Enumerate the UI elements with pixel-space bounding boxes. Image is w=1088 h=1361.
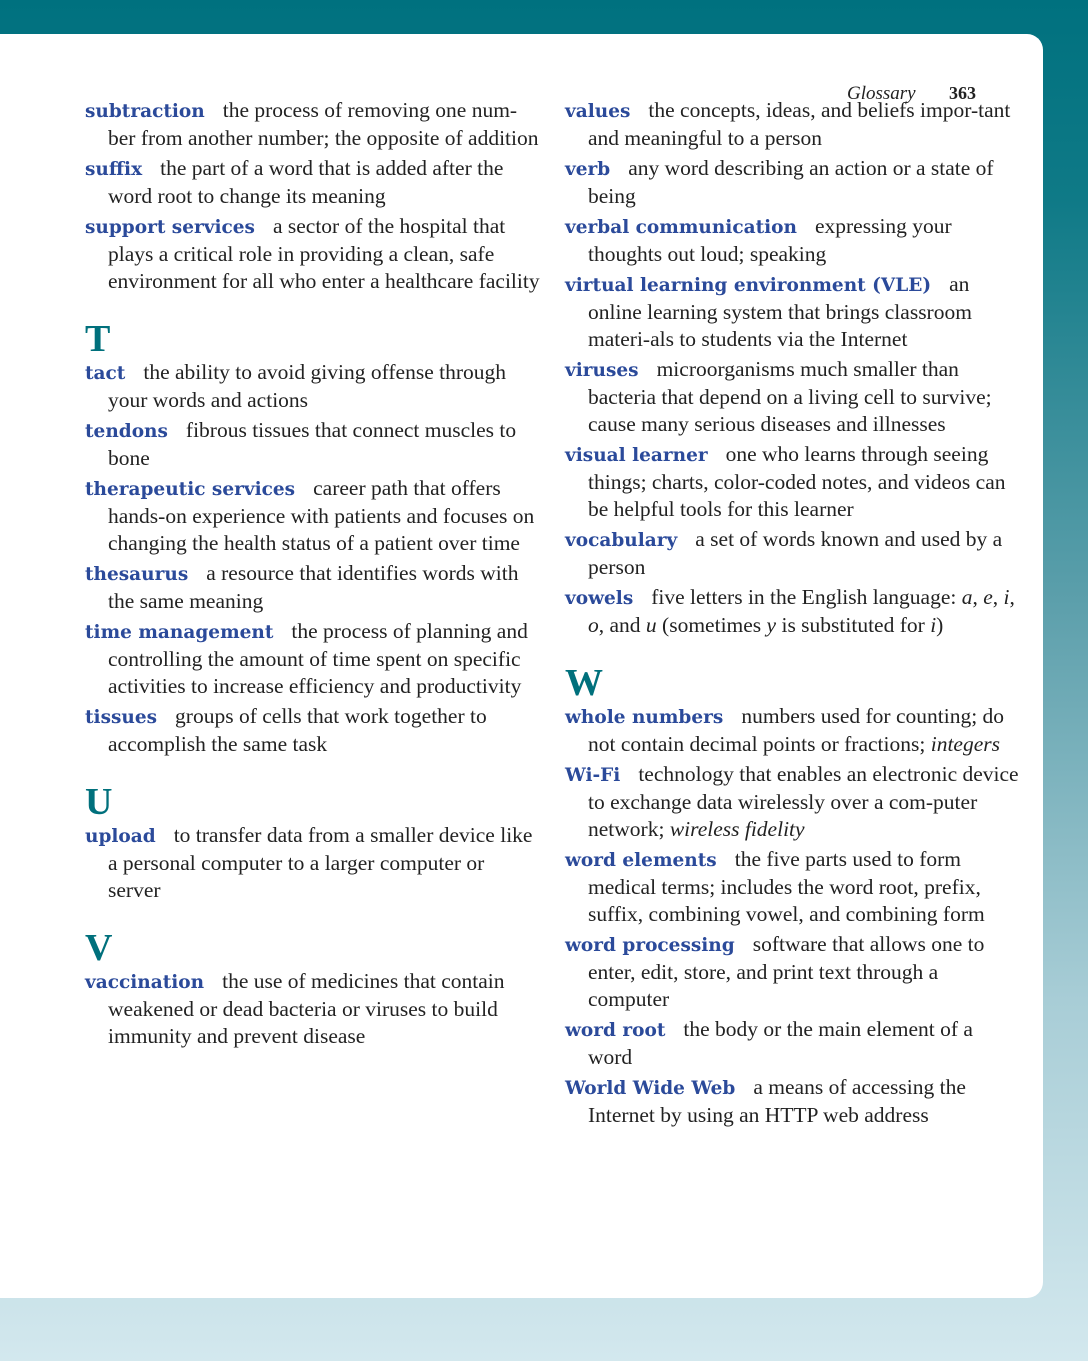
definition-text: technology that enables an electronic device to exchange data wirelessly over a com-puter network;	[588, 762, 1019, 841]
glossary-term: virtual learning environment (VLE)	[565, 275, 932, 296]
glossary-term: World Wide Web	[565, 1078, 736, 1099]
definition-text: ,	[1009, 585, 1015, 609]
definition-text: expressing your thoughts out loud; speaking	[588, 214, 952, 266]
glossary-term: tendons	[85, 421, 168, 442]
glossary-term: visual learner	[565, 445, 708, 466]
section-title: Glossary	[846, 83, 916, 104]
definition-text: an online learning system that brings classroom materi-als to students via the Internet	[588, 272, 972, 351]
definition-text: five letters in the English language:	[651, 585, 962, 609]
glossary-entry	[565, 97, 1020, 152]
definition-text: i	[1003, 585, 1010, 609]
glossary-entry	[565, 703, 1020, 758]
glossary-entry	[565, 584, 1020, 639]
glossary-term: vocabulary	[565, 530, 678, 551]
glossary-term: whole numbers	[565, 707, 724, 728]
glossary-term: support services	[85, 217, 255, 238]
glossary-entry	[85, 475, 540, 557]
definition-text: career path that offers hands-on experience with patients and focuses on changing the health status of a patient over time	[108, 476, 535, 555]
definition-text: a sector of the hospital that plays a critical role in providing a clean, safe environment for all who enter a healthcare facility	[108, 214, 540, 293]
definition-text: one who learns through seeing things; charts, color-coded notes, and videos can be helpful tools for this learner	[588, 442, 1006, 521]
letter-heading: V	[85, 927, 113, 969]
glossary-entry	[85, 359, 540, 414]
glossary-term: upload	[85, 826, 156, 847]
page-number: 363	[949, 83, 976, 103]
glossary-column-left	[85, 97, 540, 1053]
definition-text: the process of planning and controlling the amount of time spent on specific activities to increase efficiency and productivity	[108, 619, 528, 698]
definition-text: the use of medicines that contain weakened or dead bacteria or viruses to build immunity and prevent disease	[108, 969, 505, 1048]
glossary-entry	[85, 213, 540, 295]
definition-text: , and	[598, 613, 646, 637]
glossary-term: suffix	[85, 159, 143, 180]
glossary-column-right	[565, 97, 1020, 1132]
glossary-term: verbal communication	[565, 217, 797, 238]
glossary-term: word elements	[565, 850, 717, 871]
definition-text: a set of words known and used by a person	[588, 527, 1003, 579]
definition-text: y	[766, 613, 777, 637]
glossary-term: viruses	[565, 360, 639, 381]
glossary-term: time management	[85, 622, 274, 643]
definition-text: fibrous tissues that connect muscles to bone	[108, 418, 517, 470]
definition-text: wireless fidelity	[669, 817, 805, 841]
definition-text: a means of accessing the Internet by using an HTTP web address	[588, 1075, 966, 1127]
glossary-term: verb	[565, 159, 611, 180]
glossary-entry	[565, 441, 1020, 523]
definition-text: the body or the main element of a word	[588, 1017, 973, 1069]
glossary-entry	[85, 97, 540, 152]
glossary-term: therapeutic services	[85, 479, 296, 500]
definition-text: numbers used for counting; do not contain decimal points or fractions;	[588, 704, 1005, 756]
definition-text: groups of cells that work together to accomplish the same task	[108, 704, 487, 756]
definition-text: (sometimes	[656, 613, 767, 637]
glossary-entry	[565, 931, 1020, 1013]
glossary-term: tissues	[85, 707, 158, 728]
glossary-entry	[565, 526, 1020, 581]
glossary-entry	[85, 703, 540, 758]
definition-text: o	[588, 613, 599, 637]
glossary-entry	[565, 155, 1020, 210]
definition-text: to transfer data from a smaller device like a personal computer to a larger computer or server	[108, 823, 533, 902]
definition-text: integers	[930, 732, 1001, 756]
definition-text: the concepts, ideas, and beliefs impor-tant and meaningful to a person	[588, 98, 1011, 150]
definition-text: the process of removing one num-ber from another number; the opposite of addition	[108, 98, 539, 150]
glossary-entry	[565, 1074, 1020, 1129]
glossary-entry	[85, 560, 540, 615]
glossary-term: subtraction	[85, 101, 205, 122]
glossary-entry	[85, 417, 540, 472]
glossary-term: Wi-Fi	[565, 765, 621, 786]
glossary-entry	[565, 846, 1020, 928]
definition-text: microorganisms much smaller than bacteria that depend on a living cell to survive; cause many serious diseases and illnesses	[588, 357, 992, 436]
glossary-entry	[565, 761, 1020, 843]
glossary-entry	[565, 1016, 1020, 1071]
definition-text: a	[961, 585, 973, 609]
glossary-term: vaccination	[85, 972, 205, 993]
definition-text: software that allows one to enter, edit, store, and print text through a computer	[588, 932, 985, 1011]
definition-text: u	[645, 613, 657, 637]
definition-text: ,	[992, 585, 1004, 609]
definition-text: a resource that identifies words with the same meaning	[108, 561, 519, 613]
glossary-term: thesaurus	[85, 564, 189, 585]
glossary-term: tact	[85, 363, 126, 384]
letter-heading: W	[565, 662, 603, 704]
definition-text: is substituted for	[776, 613, 931, 637]
definition-text: )	[936, 613, 944, 637]
letter-heading: U	[85, 781, 113, 823]
glossary-term: word processing	[565, 935, 735, 956]
definition-text: i	[930, 613, 937, 637]
definition-text: any word describing an action or a state of being	[588, 156, 994, 208]
letter-heading: T	[85, 318, 111, 360]
definition-text: the five parts used to form medical terms; includes the word root, prefix, suffix, combining vowel, and combining form	[588, 847, 985, 926]
definition-text: e	[983, 585, 993, 609]
glossary-entry	[565, 213, 1020, 268]
glossary-entry	[565, 356, 1020, 438]
glossary-entry	[85, 822, 540, 904]
glossary-term: values	[565, 101, 631, 122]
glossary-entry	[85, 968, 540, 1050]
glossary-entry	[85, 155, 540, 210]
definition-text: ,	[972, 585, 984, 609]
glossary-entry	[85, 618, 540, 700]
definition-text: the part of a word that is added after the word root to change its meaning	[108, 156, 504, 208]
definition-text: the ability to avoid giving offense through your words and actions	[108, 360, 506, 412]
glossary-term: vowels	[565, 588, 634, 609]
glossary-entry	[565, 271, 1020, 353]
glossary-term: word root	[565, 1020, 666, 1041]
